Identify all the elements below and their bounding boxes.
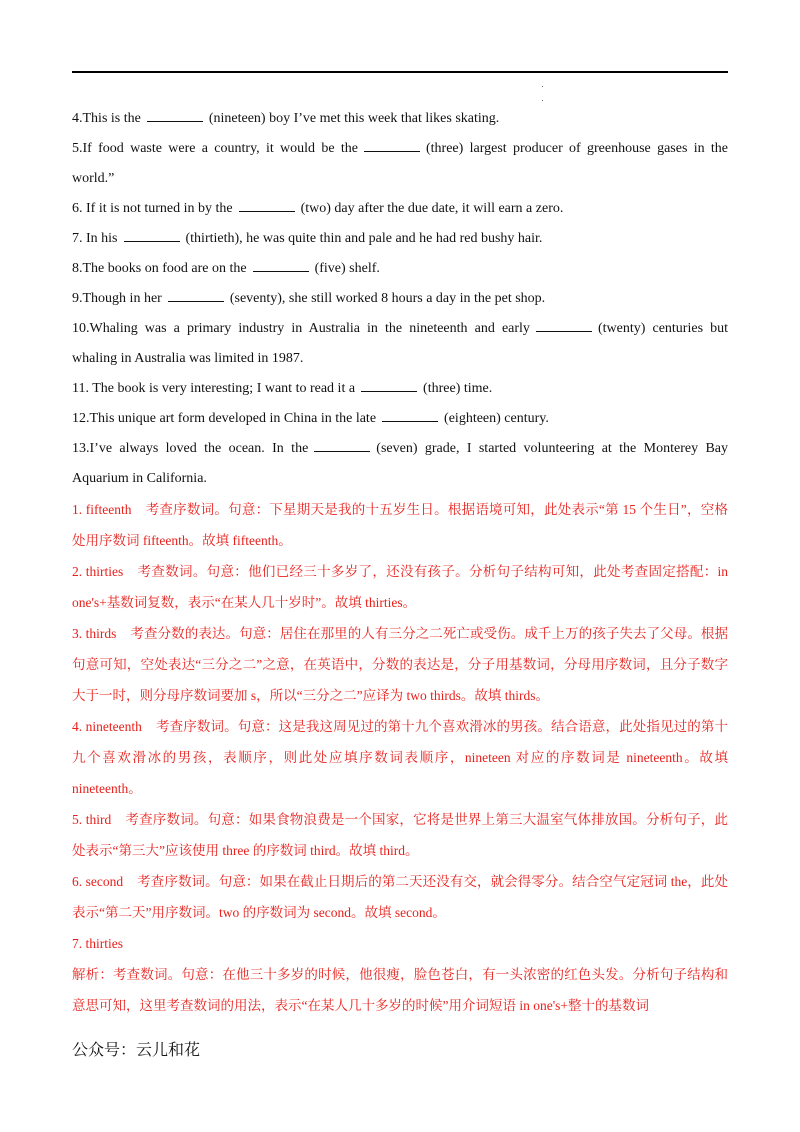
answer-explanation (72, 618, 728, 711)
question-hint: (three) (423, 381, 461, 396)
question-text: 8.The books on food are on the (72, 261, 247, 276)
answer-blank (361, 377, 417, 392)
question-text: 11. The book is very interesting; I want to read it a (72, 381, 356, 396)
question-text-rest: boy I’ve met this week that likes skating. (269, 111, 500, 126)
answer-text: 解析：考查数词。句意：在他三十多岁的时候，他很瘦，脸色苍白，有一头浓密的红色头发。分析句子结构和意思可知，这里考查数词的用法，表示“在某人几十多岁的时候”用介词短语 in one's+整十的基数词 (72, 967, 728, 1013)
question-text-rest: day after the due date, it will earn a zero. (334, 201, 564, 216)
question-text-rest: shelf. (349, 261, 380, 276)
question-hint: (eighteen) (444, 411, 501, 426)
question-text-rest: he was quite thin and pale and he had red bushy hair. (246, 231, 543, 246)
question-hint: (twenty) (597, 321, 646, 336)
question-text: 7. In his (72, 231, 118, 246)
question-item (72, 434, 728, 494)
question-item (72, 194, 728, 224)
question-item (72, 374, 728, 404)
question-item (72, 134, 728, 194)
question-hint: (seventy), (229, 291, 286, 306)
answer-blank (124, 227, 180, 242)
answer-text: 考查序数词。句意：这是我这周见过的第十九个喜欢滑冰的男孩。结合语意，此处指见过的第十九个喜欢滑冰的男孩，表顺序，则此处应填序数词表顺序，nineteen 对应的序数词是 nineteenth。故填 nineteenth。 (72, 719, 729, 796)
answer-text: 考查分数的表达。句意：居住在那里的人有三分之二死亡或受伤。成千上万的孩子失去了父母。根据句意可知，空处表达“三分之二”之意，在英语中，分数的表达是，分子用基数词，分母用序数词，且分子数字大于一时，则分母序数词要加 s，所以“三分之二”应译为 two thirds。故填 thirds。 (72, 626, 728, 703)
question-text-rest: centuries but whaling in Australia was limited in 1987. (72, 321, 729, 366)
question-hint: (seven) (376, 441, 418, 456)
question-text: 13.I’ve always loved the ocean. In the (72, 441, 309, 456)
answer-text: 考查数词。句意：他们已经三十多岁了，还没有孩子。分析句子结构可知，此处考查固定搭配：in one's+基数词复数，表示“在某人几十岁时”。故填 thirties。 (72, 564, 729, 610)
question-hint: (five) (314, 261, 346, 276)
question-text-rest: largest producer of greenhouse gases in the world.” (72, 141, 728, 186)
question-list (72, 104, 728, 494)
question-item (72, 404, 728, 434)
question-item (72, 104, 728, 134)
footer-account: 公众号：云儿和花 (72, 1040, 201, 1059)
question-item (72, 314, 728, 374)
question-hint: (thirtieth), (185, 231, 243, 246)
answer-explanation (72, 711, 728, 804)
answer-key: 6. second (72, 874, 124, 889)
answer-explanation (72, 804, 728, 866)
answer-key: 2. thirties (72, 564, 124, 579)
question-hint: (three) (425, 141, 464, 156)
answer-explanation (72, 866, 728, 928)
question-text: 9.Though in her (72, 291, 162, 306)
answer-blank (364, 137, 420, 152)
question-item (72, 284, 728, 314)
answer-blank (382, 407, 438, 422)
answer-key: 1. fifteenth (72, 502, 132, 517)
question-item (72, 224, 728, 254)
question-text-rest: she still worked 8 hours a day in the pet shop. (288, 291, 546, 306)
answer-key: 5. third (72, 812, 112, 827)
answer-explanation (72, 494, 728, 556)
answer-blank (168, 287, 224, 302)
document-body (72, 104, 728, 1021)
answer-key: 7. thirties (72, 936, 123, 951)
answer-key: 4. nineteenth (72, 719, 142, 734)
question-text: 4.This is the (72, 111, 141, 126)
answer-blank (239, 197, 295, 212)
answer-blank (536, 317, 592, 332)
answer-text: 考查序数词。句意：如果在截止日期后的第二天还没有交，就会得零分。结合空气定冠词 the，此处表示“第二天”用序数词。two 的序数词为 second。故填 second。 (72, 874, 728, 920)
question-text-rest: grade, I started volunteering at the Monterey Bay Aquarium in California. (72, 441, 728, 486)
answer-explanation (72, 928, 728, 959)
answer-key: 3. thirds (72, 626, 117, 641)
answer-text: 考查序数词。句意：下星期天是我的十五岁生日。根据语境可知，此处表示“第 15 个生日”，空格处用序数词 fifteenth。故填 fifteenth。 (72, 502, 728, 548)
answer-blank (314, 437, 370, 452)
answer-list (72, 494, 728, 1021)
question-item (72, 254, 728, 284)
question-text: 5.If food waste were a country, it would be the (72, 141, 358, 156)
question-text: 6. If it is not turned in by the (72, 201, 233, 216)
question-text-rest: century. (504, 411, 549, 426)
question-hint: (nineteen) (208, 111, 266, 126)
header-rule (72, 71, 728, 73)
answer-blank (253, 257, 309, 272)
answer-blank (147, 107, 203, 122)
answer-explanation (72, 959, 728, 1021)
question-text: 10.Whaling was a primary industry in Australia in the nineteenth and early (72, 321, 530, 336)
question-text: 12.This unique art form developed in China in the late (72, 411, 377, 426)
question-hint: (two) (300, 201, 331, 216)
answer-explanation (72, 556, 728, 618)
question-text-rest: time. (463, 381, 493, 396)
page-mark (540, 84, 546, 104)
answer-text: 考查序数词。句意：如果食物浪费是一个国家，它将是世界上第三大温室气体排放国。分析句子，此处表示“第三大”应该使用 three 的序数词 third。故填 third。 (72, 812, 729, 858)
